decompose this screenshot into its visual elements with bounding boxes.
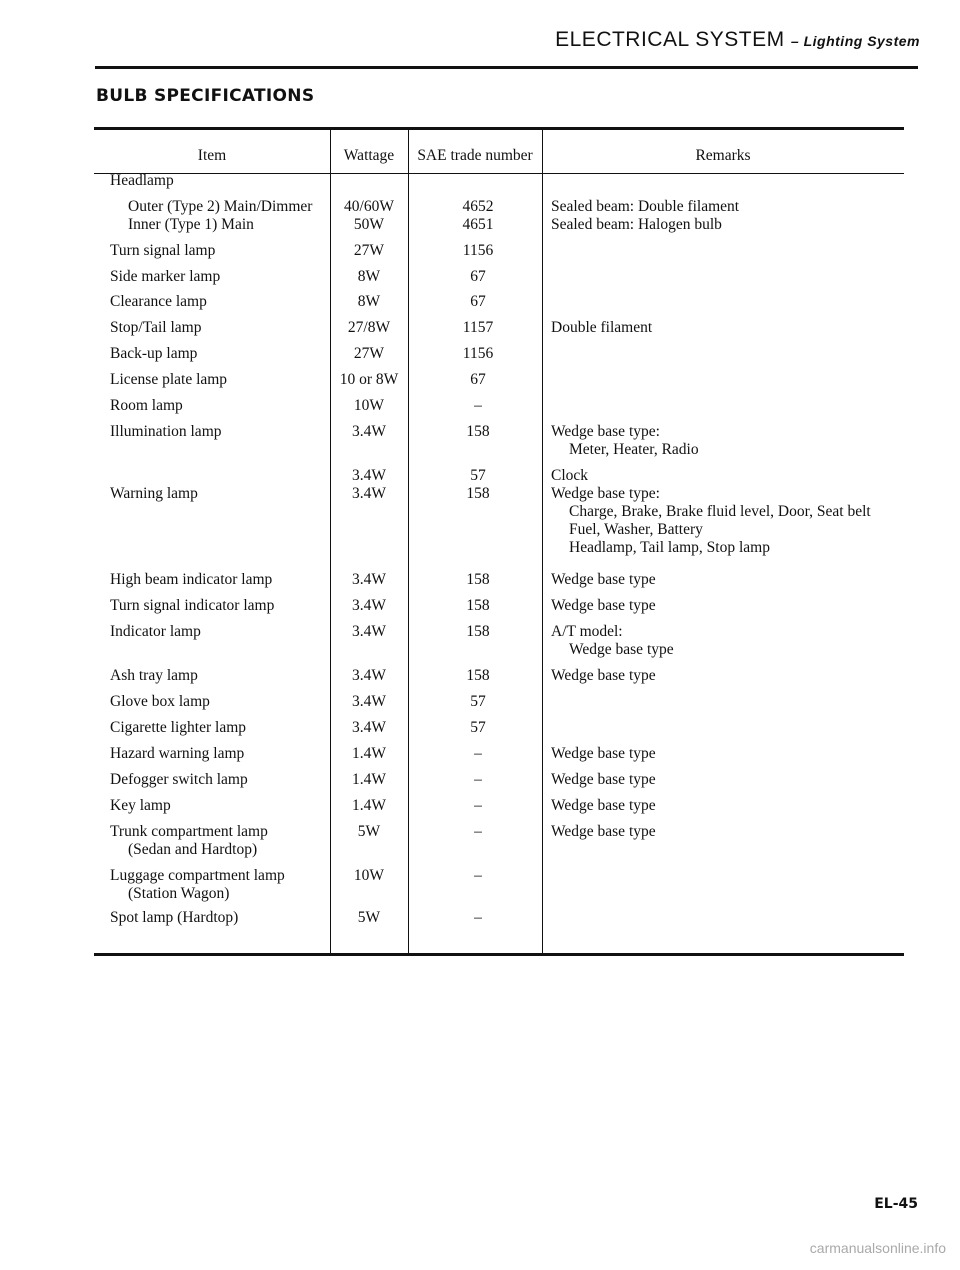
cell-sae: – <box>474 797 482 814</box>
cell-sae: 67 <box>470 293 486 310</box>
cell-remarks: Wedge base type <box>551 745 656 762</box>
cell-remarks: Clock <box>551 467 589 484</box>
cell-wattage: 50W <box>353 216 385 233</box>
cell-item: Indicator lamp <box>110 623 201 640</box>
header-title-sub: – Lighting System <box>790 33 920 49</box>
cell-sae: 158 <box>466 571 490 588</box>
cell-sae: 158 <box>466 423 490 440</box>
cell-remarks: Wedge base type: <box>551 423 660 440</box>
cell-wattage: 10W <box>353 397 385 414</box>
cell-wattage: 1.4W <box>351 771 386 788</box>
page-number: EL-45 <box>874 1196 918 1212</box>
cell-wattage: 1.4W <box>351 797 386 814</box>
cell-remarks: Wedge base type <box>551 797 656 814</box>
cell-remarks: Sealed beam: Halogen bulb <box>551 216 722 233</box>
cell-wattage: 40/60W <box>344 198 394 215</box>
cell-wattage: 3.4W <box>351 693 386 710</box>
cell-item: Room lamp <box>110 397 183 414</box>
cell-remarks: Charge, Brake, Brake fluid level, Door, Seat belt <box>569 503 871 520</box>
cell-item: Back-up lamp <box>110 345 198 362</box>
cell-item: Trunk compartment lamp <box>110 823 268 840</box>
cell-remarks: Wedge base type <box>551 667 656 684</box>
cell-remarks: Wedge base type <box>569 641 674 658</box>
cell-wattage: 8W <box>357 268 381 285</box>
column-header-item: Item <box>197 147 227 164</box>
cell-item: Clearance lamp <box>110 293 207 310</box>
cell-sae: 57 <box>470 719 486 736</box>
cell-remarks: Headlamp, Tail lamp, Stop lamp <box>569 539 770 556</box>
cell-item: Warning lamp <box>110 485 198 502</box>
cell-item: Key lamp <box>110 797 171 814</box>
cell-item: Glove box lamp <box>110 693 210 710</box>
column-header-sae: SAE trade number <box>417 147 533 164</box>
cell-remarks: Meter, Heater, Radio <box>569 441 699 458</box>
column-header-remarks: Remarks <box>695 147 751 164</box>
cell-remarks: Sealed beam: Double filament <box>551 198 740 215</box>
cell-sae: 4652 <box>462 198 494 215</box>
cell-remarks: A/T model: <box>551 623 623 640</box>
table-bottom-rule <box>94 953 904 956</box>
header-rule <box>95 66 918 69</box>
cell-remarks: Wedge base type: <box>551 485 660 502</box>
cell-remarks: Wedge base type <box>551 771 656 788</box>
cell-sae: 158 <box>466 667 490 684</box>
header-title-main: ELECTRICAL SYSTEM <box>555 28 785 51</box>
cell-sae: 1156 <box>462 345 494 362</box>
cell-sae: 4651 <box>462 216 494 233</box>
cell-sae: 1157 <box>462 319 494 336</box>
cell-item: Cigarette lighter lamp <box>110 719 247 736</box>
cell-item: License plate lamp <box>110 371 228 388</box>
cell-wattage: 5W <box>357 909 381 926</box>
cell-sae: – <box>474 823 482 840</box>
cell-sae: – <box>474 397 482 414</box>
table-header-rule <box>94 173 904 174</box>
cell-item: Ash tray lamp <box>110 667 198 684</box>
section-title: BULB SPECIFICATIONS <box>96 86 315 106</box>
cell-item: Turn signal lamp <box>110 242 216 259</box>
cell-wattage: 3.4W <box>351 667 386 684</box>
cell-wattage: 5W <box>357 823 381 840</box>
cell-item: (Station Wagon) <box>128 885 230 902</box>
cell-item: Defogger switch lamp <box>110 771 248 788</box>
cell-wattage: 10 or 8W <box>339 371 399 388</box>
column-header-wattage: Wattage <box>343 147 395 164</box>
page-header-title <box>555 28 920 52</box>
cell-wattage: 3.4W <box>351 719 386 736</box>
cell-remarks: Wedge base type <box>551 823 656 840</box>
column-divider <box>408 130 409 953</box>
cell-sae: 57 <box>470 467 486 484</box>
cell-sae: 1156 <box>462 242 494 259</box>
cell-wattage: 3.4W <box>351 571 386 588</box>
cell-sae: 158 <box>466 597 490 614</box>
cell-wattage: 1.4W <box>351 745 386 762</box>
cell-wattage: 27W <box>353 345 385 362</box>
cell-remarks: Fuel, Washer, Battery <box>569 521 703 538</box>
cell-item: Side marker lamp <box>110 268 221 285</box>
cell-remarks: Wedge base type <box>551 571 656 588</box>
cell-sae: – <box>474 745 482 762</box>
cell-wattage: 3.4W <box>351 423 386 440</box>
cell-item: Hazard warning lamp <box>110 745 245 762</box>
cell-wattage: 27W <box>353 242 385 259</box>
cell-wattage: 3.4W <box>351 623 386 640</box>
cell-remarks: Wedge base type <box>551 597 656 614</box>
cell-wattage: 3.4W <box>351 597 386 614</box>
cell-item: Spot lamp (Hardtop) <box>110 909 239 926</box>
cell-remarks: Double filament <box>551 319 653 336</box>
cell-item: Illumination lamp <box>110 423 222 440</box>
watermark: carmanualsonline.info <box>809 1240 946 1256</box>
bulb-spec-table <box>94 127 904 960</box>
cell-wattage: 3.4W <box>351 467 386 484</box>
column-divider <box>542 130 543 953</box>
column-divider <box>330 130 331 953</box>
cell-item: Headlamp <box>110 172 174 189</box>
cell-item: (Sedan and Hardtop) <box>128 841 258 858</box>
cell-sae: 158 <box>466 485 490 502</box>
cell-sae: – <box>474 771 482 788</box>
cell-item: High beam indicator lamp <box>110 571 273 588</box>
cell-item: Turn signal indicator lamp <box>110 597 275 614</box>
cell-wattage: 8W <box>357 293 381 310</box>
cell-wattage: 3.4W <box>351 485 386 502</box>
cell-wattage: 10W <box>353 867 385 884</box>
cell-item: Outer (Type 2) Main/Dimmer <box>128 198 313 215</box>
cell-sae: 67 <box>470 268 486 285</box>
cell-wattage: 27/8W <box>347 319 391 336</box>
cell-sae: – <box>474 867 482 884</box>
cell-item: Luggage compartment lamp <box>110 867 285 884</box>
cell-sae: 158 <box>466 623 490 640</box>
cell-item: Inner (Type 1) Main <box>128 216 254 233</box>
cell-sae: 67 <box>470 371 486 388</box>
table-top-rule <box>94 127 904 130</box>
cell-sae: – <box>474 909 482 926</box>
cell-sae: 57 <box>470 693 486 710</box>
cell-item: Stop/Tail lamp <box>110 319 202 336</box>
